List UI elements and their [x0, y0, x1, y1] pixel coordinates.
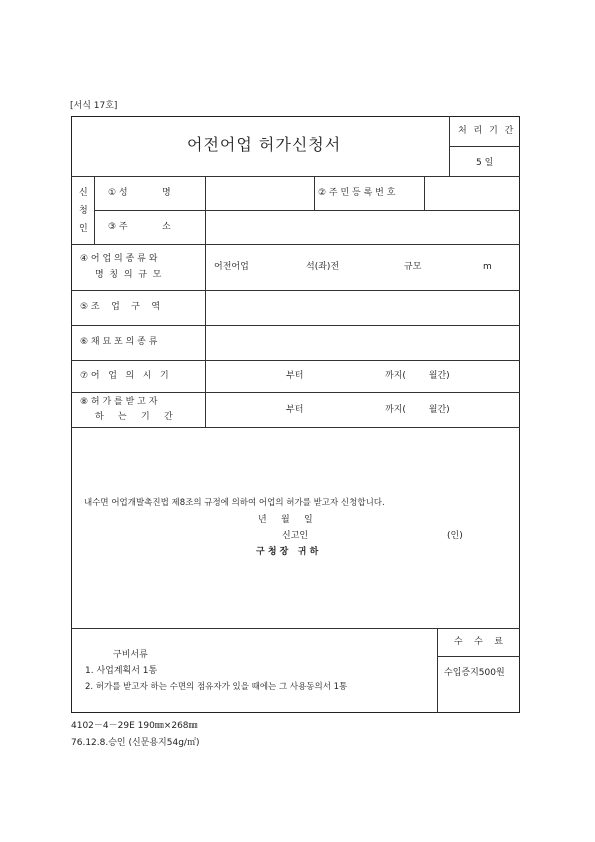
catch-type-label: ⑥ 채 묘 포 의 종 류 — [80, 337, 158, 347]
rule — [437, 628, 438, 713]
required-document-item: 2. 허가를 받고자 하는 수면의 점유자가 있을 때에는 그 사용동의서 1통 — [85, 682, 348, 692]
resident-number-field[interactable] — [425, 177, 519, 209]
name-label: ① 성 명 — [108, 188, 171, 198]
fishery-type-unit: m — [483, 262, 492, 272]
rule — [437, 656, 520, 657]
applicant-sign-label: 신고인 — [282, 531, 309, 541]
rule — [449, 146, 520, 147]
permit-period-to: 까지( 월간) — [385, 405, 450, 415]
applicant-label-char: 청 — [79, 206, 88, 216]
address-field[interactable] — [206, 211, 519, 243]
applicant-label-char: 신 — [79, 188, 88, 198]
fishing-period-to: 까지( 월간) — [385, 371, 450, 381]
resident-number-label: ② 주 민 등 록 번 호 — [318, 188, 396, 198]
fishery-type-label-line1: ④ 어 업 의 종 류 와 — [80, 254, 158, 264]
required-document-item: 1. 사업계획서 1통 — [85, 666, 158, 676]
fishery-type-value: 어전어업 — [214, 262, 249, 272]
rule — [449, 116, 450, 176]
rule — [71, 628, 520, 629]
permit-period-label-line2: 하 는 기 간 — [95, 412, 173, 422]
rule — [314, 176, 315, 210]
fishery-type-label-line2: 명 칭 의 규 모 — [95, 270, 162, 280]
permit-period-from: 부터 — [286, 405, 304, 415]
operating-area-label: ⑤ 조 업 구 역 — [80, 302, 161, 312]
name-field[interactable] — [206, 177, 313, 209]
date-line: 년 월 일 — [258, 515, 313, 525]
processing-period-label: 처 리 기 간 — [458, 126, 516, 136]
fee-label: 수 수 료 — [454, 637, 503, 647]
rule — [71, 392, 520, 393]
applicant-label-char: 인 — [79, 224, 88, 234]
form-number: [서식 17호] — [70, 101, 118, 111]
operating-area-field[interactable] — [206, 291, 519, 324]
form-title: 어전어업 허가신청서 — [187, 135, 342, 154]
fishing-period-label: ⑦ 어 업 의 시 기 — [80, 371, 169, 381]
footer-spec: 4102－4－29E 190㎜×268㎜ — [71, 721, 198, 731]
footer-approval: 76.12.8.승인 (신문용지54g/㎡) — [71, 738, 200, 748]
catch-type-field[interactable] — [206, 326, 519, 359]
permit-period-label-line1: ⑧ 허 가 를 받 고 자 — [80, 397, 158, 407]
fishery-type-kind: 석(좌)전 — [306, 262, 340, 272]
processing-period-value: 5 일 — [476, 158, 494, 168]
fishing-period-from: 부터 — [286, 371, 304, 381]
fishery-type-scale-label: 규모 — [404, 262, 422, 272]
rule — [71, 427, 520, 428]
required-documents-heading: 구비서류 — [113, 650, 148, 660]
rule — [94, 176, 95, 244]
rule — [71, 244, 520, 245]
address-label: ③ 주 소 — [108, 222, 171, 232]
application-statement: 내수면 어업개발촉진법 제8조의 규정에 의하여 어업의 허가를 받고자 신청합니다. — [84, 498, 385, 508]
addressee: 구 청 장 귀 하 — [256, 547, 319, 557]
rule — [71, 360, 520, 361]
seal-mark: (인) — [447, 531, 463, 541]
fee-value: 수입증지500원 — [444, 668, 505, 678]
